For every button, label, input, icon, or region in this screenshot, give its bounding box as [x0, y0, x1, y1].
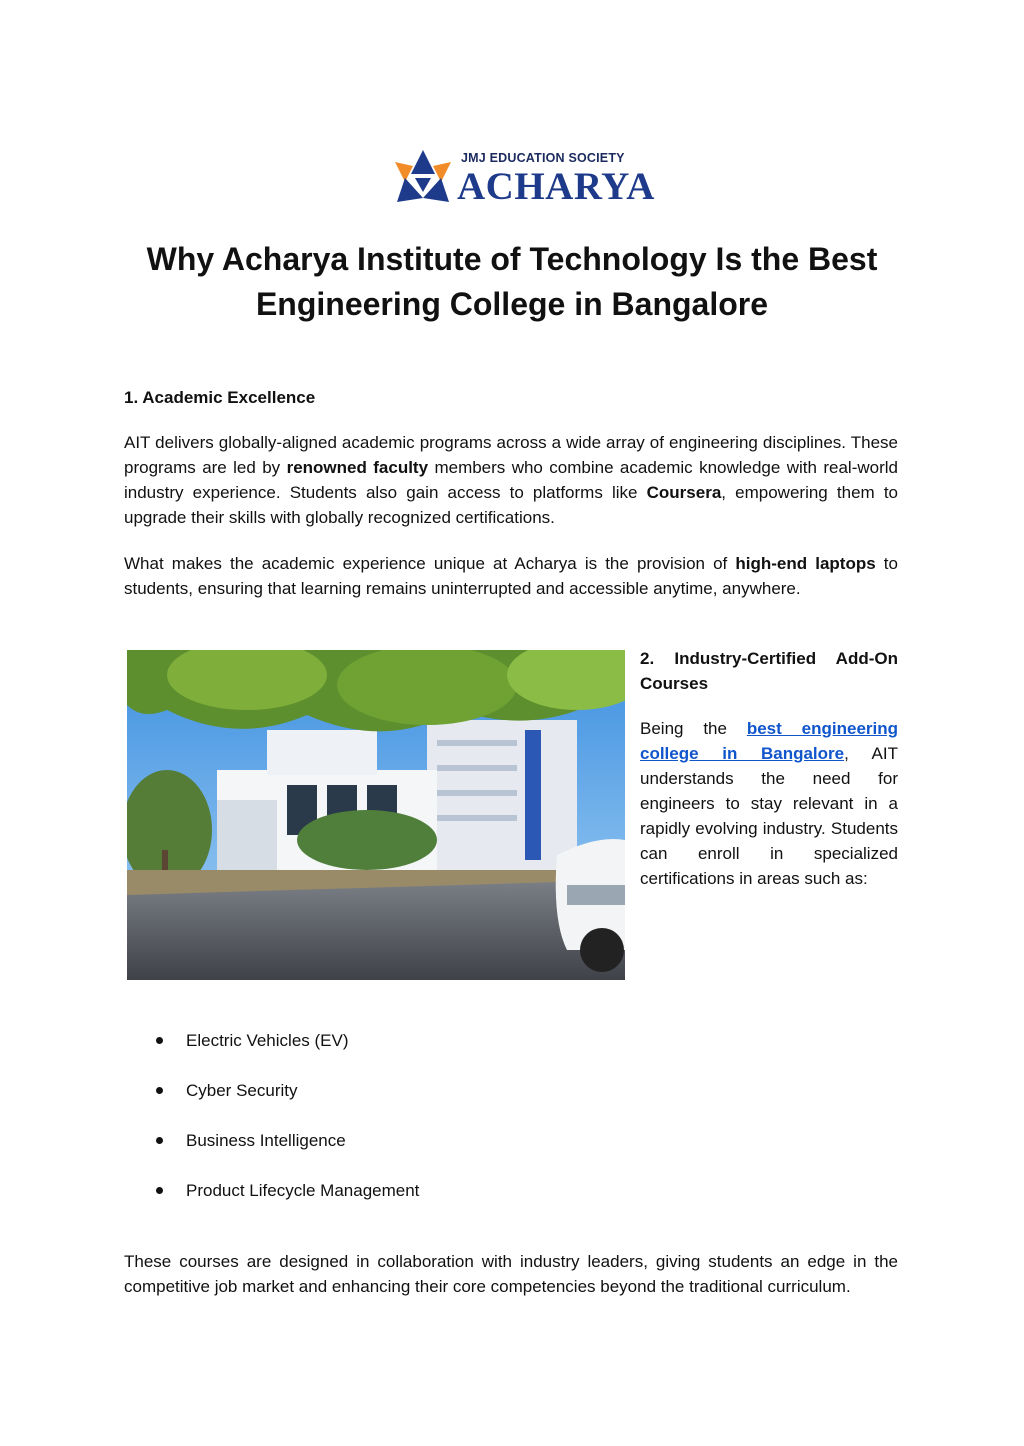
logo-name-text: ACHARYA — [457, 165, 655, 208]
acharya-emblem-icon — [393, 148, 453, 204]
acharya-logo — [393, 148, 655, 208]
list-item: Cyber Security — [124, 1078, 419, 1128]
courses-intro-paragraph: Being the best engineering college in Bangalore, AIT understands the need for engineers to stay relevant in a rapidly evolving industry. Students can enroll in specialized certifications in areas such as: — [640, 719, 899, 888]
bullet-icon — [156, 1137, 163, 1144]
section-courses-heading: 2. Industry-Certified Add-On Courses — [640, 649, 898, 693]
list-item: Business Intelligence — [124, 1128, 419, 1178]
academic-paragraph-1: AIT delivers globally-aligned academic programs across a wide array of engineering disciplines. These programs are led by renowned faculty members who combine academic knowledge with real-world industry experience. Students also gain access to platforms like Coursera, empowering them to upgrade their skills with globally recognized certifications. — [124, 433, 899, 527]
academic-paragraph-2: What makes the academic experience unique at Acharya is the provision of high-end laptops to students, ensuring that learning remains uninterrupted and accessible anytime, anywhere. — [124, 554, 898, 598]
logo-society-text: JMJ EDUCATION SOCIETY — [461, 151, 625, 165]
campus-photo — [127, 650, 625, 980]
bold-high-end-laptops: high-end laptops — [735, 554, 876, 573]
list-item: Electric Vehicles (EV) — [124, 1028, 419, 1078]
bullet-icon — [156, 1037, 163, 1044]
bullet-icon — [156, 1087, 163, 1094]
best-engineering-college-link[interactable]: best engineering college in Bangalore — [640, 719, 899, 763]
section-academic-heading: 1. Academic Excellence — [124, 388, 316, 407]
bullet-icon — [156, 1187, 163, 1194]
list-item: Product Lifecycle Management — [124, 1178, 419, 1228]
bold-renowned-faculty: renowned faculty — [286, 458, 429, 477]
bold-coursera: Coursera — [646, 483, 722, 502]
courses-list — [124, 1028, 419, 1228]
page-title: Why Acharya Institute of Technology Is the Best Engineering College in Bangalore — [146, 241, 878, 322]
courses-outro-paragraph: These courses are designed in collaboration with industry leaders, giving students an edge in the competitive job market and enhancing their core competencies beyond the traditional curriculum. — [124, 1252, 898, 1296]
